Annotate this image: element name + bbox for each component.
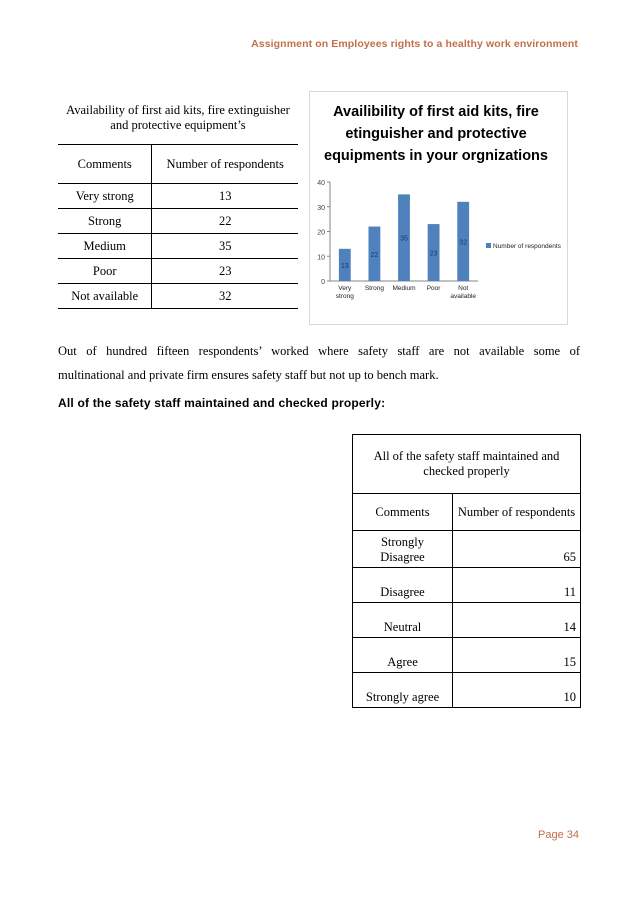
chart-title-line: etinguisher and protective [345,126,527,142]
x-tick-label: Medium [392,285,416,292]
y-tick-label: 40 [317,180,325,187]
body-paragraph [58,339,580,387]
table2-comment: Strongly Disagree [353,531,453,568]
table1-value: 13 [152,184,298,209]
x-tick-label: Very [338,285,352,292]
x-tick-label: strong [335,293,354,300]
table1-comment: Poor [58,259,152,284]
table2-comment: Neutral [353,603,453,638]
x-tick-label: Not [458,285,469,292]
bar-data-label: 23 [429,250,438,258]
table1-comment: Very strong [58,184,152,209]
y-tick-label: 10 [317,254,325,262]
table2-header-respondents: Number of respondents [453,494,581,531]
section-subheading: All of the safety staff maintained and checked properly: [58,396,386,410]
y-tick-label: 20 [317,229,325,237]
legend-swatch [486,243,491,248]
table1-value: 35 [152,234,298,259]
x-tick-label: available [450,293,477,300]
x-tick-label: Strong [364,285,384,292]
table1-comment: Strong [58,209,152,234]
table1-title: Availability of first aid kits, fire extinguisher and protective equipment’s [66,103,290,132]
chart-title-line: equipments in your orgnizations [324,148,548,164]
table1-value: 32 [152,284,298,309]
first-aid-availability-table [58,92,298,309]
table1-comment: Medium [58,234,152,259]
chart-title-line: Availibility of first aid kits, fire [333,104,539,120]
table2-comment: Disagree [353,568,453,603]
table2-comment: Strongly agree [353,673,453,708]
page-number: Page 34 [538,829,579,841]
table-row [353,568,581,603]
table2-value: 15 [453,638,581,673]
legend-label: Number of respondents [493,243,561,250]
table-row [353,603,581,638]
table1-header-respondents: Number of respondents [152,145,298,184]
table-row [353,531,581,568]
bar-data-label: 35 [400,235,408,243]
table-row [58,259,298,284]
bar-data-label: 32 [459,239,468,247]
table2-value: 14 [453,603,581,638]
table2-comment: Agree [353,638,453,673]
table2-header-comments: Comments [353,494,453,531]
table2-value: 11 [453,568,581,603]
table-row [58,284,298,309]
table2-title: All of the safety staff maintained and checked properly [353,435,581,494]
safety-staff-table [352,434,581,708]
table2-value: 65 [453,531,581,568]
paragraph-line-2: multinational and private firm ensures safety staff but not up to bench mark. [58,368,439,382]
table2-value: 10 [453,673,581,708]
table1-header-comments: Comments [58,145,152,184]
y-tick-label: 30 [317,204,325,212]
running-header: Assignment on Employees rights to a healthy work environment [251,38,578,50]
table1-value: 22 [152,209,298,234]
y-tick-label: 0 [321,279,325,286]
bar-data-label: 13 [340,262,349,270]
first-aid-bar-chart [309,91,568,325]
chart-canvas [310,92,567,324]
table1-value: 23 [152,259,298,284]
bar-data-label: 22 [370,251,379,259]
x-tick-label: Poor [426,285,441,292]
table-row [58,234,298,259]
paragraph-line-1: Out of hundred fifteen respondents’ worked where safety staff are not available some of [58,344,580,358]
table1-comment: Not available [58,284,152,309]
table-row [353,673,581,708]
table-row [58,209,298,234]
table-row [58,184,298,209]
table-row [353,638,581,673]
